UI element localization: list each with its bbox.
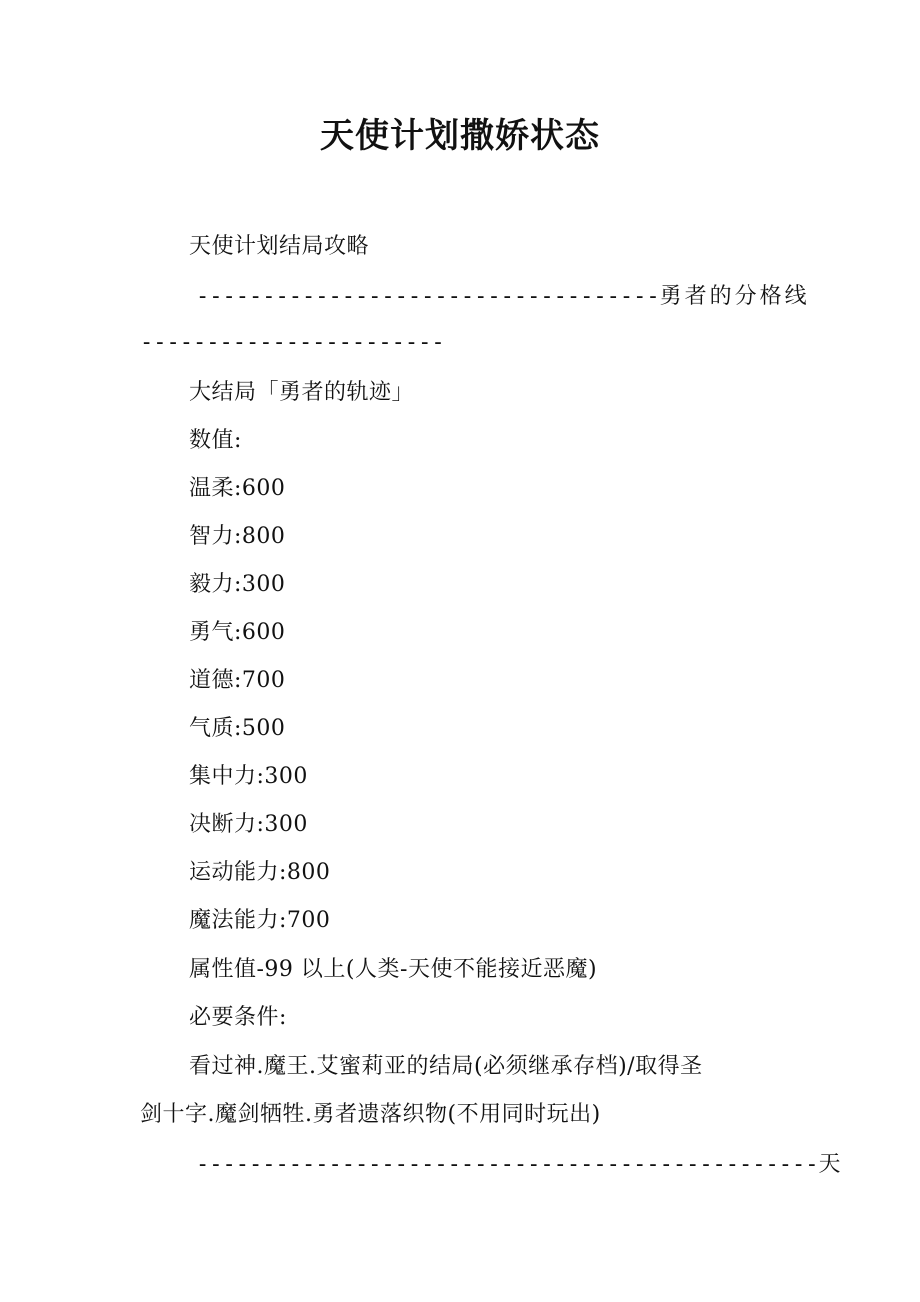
stat-line: 智力:800 (189, 524, 286, 549)
stat-line: 温柔:600 (189, 476, 286, 501)
stat-line: 勇气:600 (189, 620, 286, 645)
subtitle: 天使计划结局攻略 (189, 234, 370, 259)
divider-label: 勇者的分格线 (659, 284, 810, 309)
stat-line: 毅力:300 (189, 572, 286, 597)
document-title: 天使计划撒娇状态 (320, 116, 600, 156)
stat-line: 道德:700 (189, 668, 286, 693)
stat-line: 气质:500 (189, 716, 286, 741)
divider-dashes: ----------------------------------- (196, 284, 660, 309)
stat-line: 运动能力:800 (189, 860, 331, 885)
stats-heading: 数值: (189, 428, 242, 453)
divider-angel (196, 1150, 844, 1180)
divider-tail: ----------------------- (140, 330, 445, 355)
divider-dashes: ----------------------------------------------- (196, 1152, 819, 1177)
stat-line: 决断力:300 (189, 812, 308, 837)
requirements-line: 看过神.魔王.艾蜜莉亚的结局(必须继承存档)/取得圣 (189, 1054, 703, 1079)
stat-line: 魔法能力:700 (189, 908, 331, 933)
attribute-note: 属性值-99 以上(人类-天使不能接近恶魔) (189, 957, 598, 982)
ending-name: 大结局「勇者的轨迹」 (189, 380, 415, 405)
requirements-heading: 必要条件: (189, 1005, 287, 1030)
divider-brave (196, 282, 810, 312)
stat-line: 集中力:300 (189, 764, 308, 789)
divider-label: 天 (818, 1152, 844, 1177)
requirements-line: 剑十字.魔剑牺牲.勇者遗落织物(不用同时玩出) (140, 1102, 601, 1127)
